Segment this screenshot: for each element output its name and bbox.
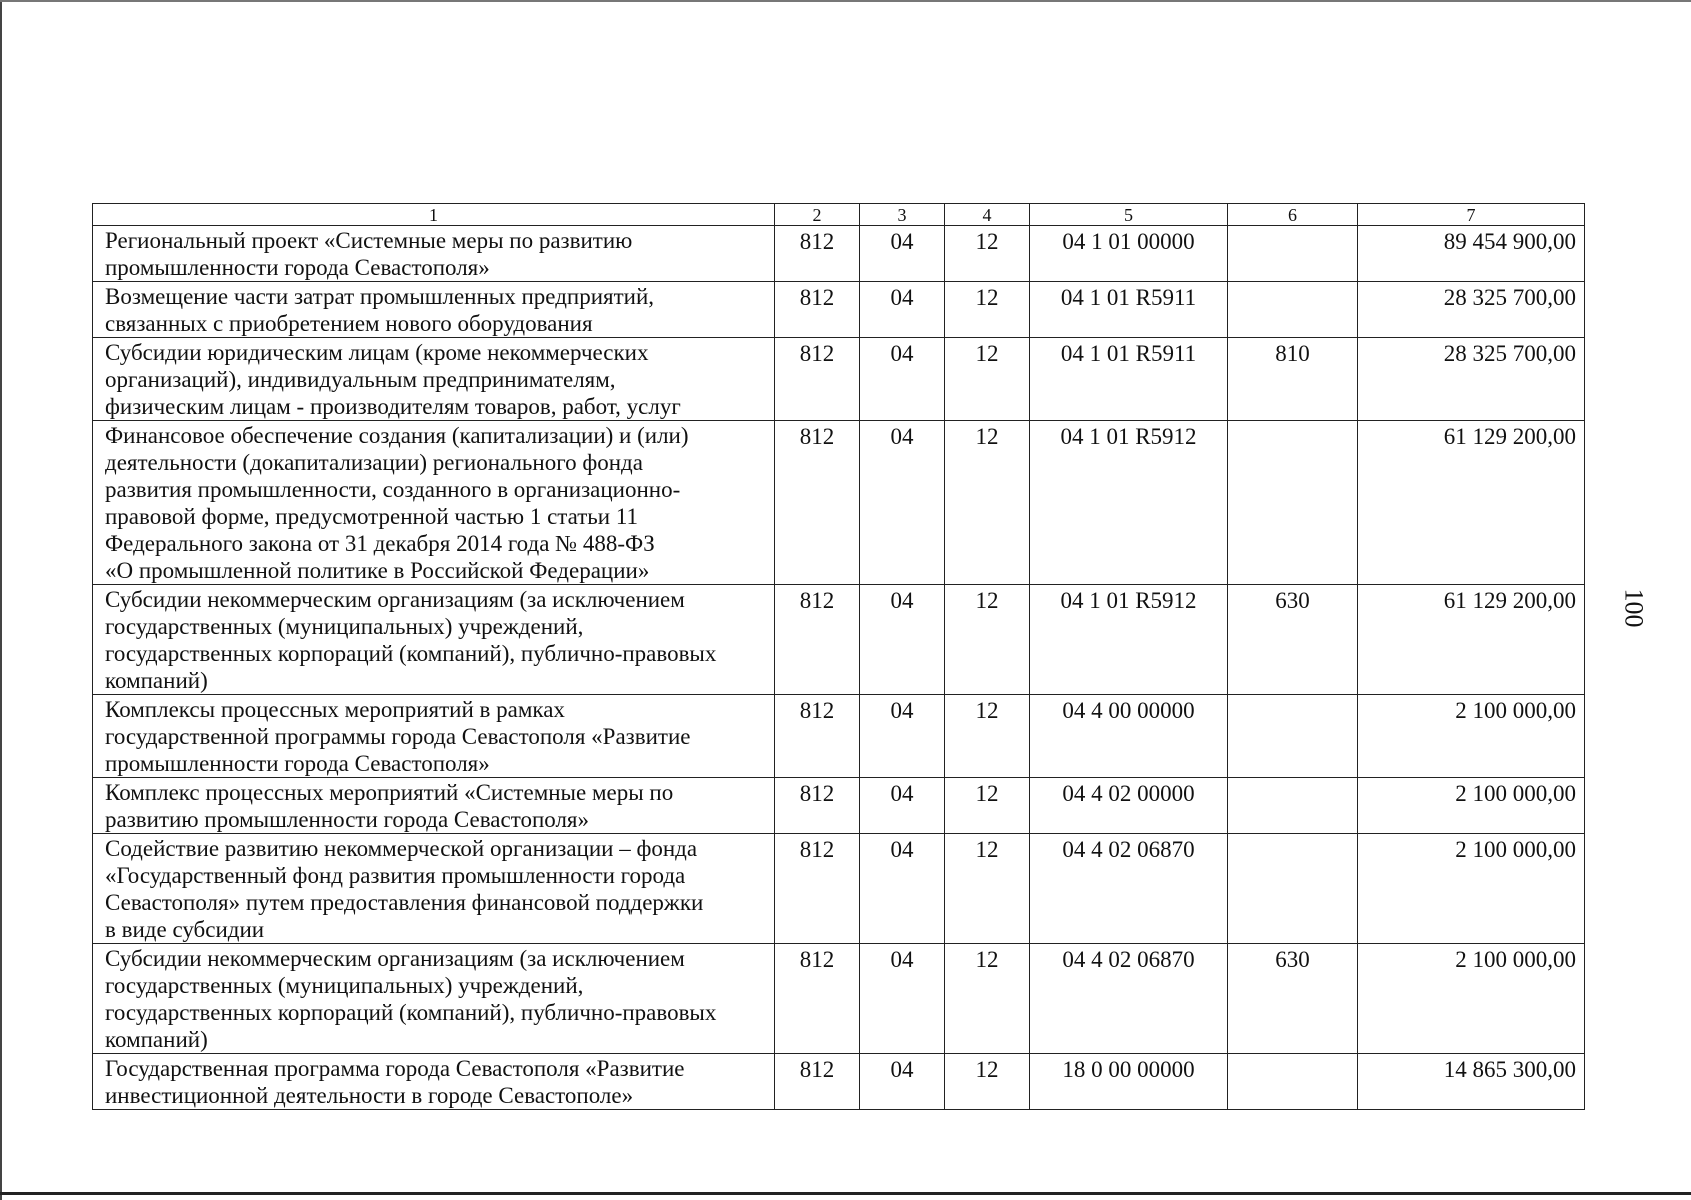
admin-code-cell: 812 bbox=[775, 944, 860, 1054]
row-name-line: Комплексы процессных мероприятий в рамках bbox=[105, 697, 565, 722]
expense-type-cell bbox=[1228, 778, 1358, 834]
row-name-line: Возмещение части затрат промышленных предприятий, bbox=[105, 284, 655, 309]
section-code-cell: 04 bbox=[860, 695, 945, 778]
row-name-cell bbox=[93, 944, 775, 1054]
admin-code-cell: 812 bbox=[775, 585, 860, 695]
section-code-cell: 04 bbox=[860, 834, 945, 944]
column-header: 3 bbox=[860, 204, 945, 226]
row-name-line: связанных с приобретением нового оборудования bbox=[105, 311, 593, 336]
target-article-cell: 04 1 01 R5911 bbox=[1030, 338, 1228, 421]
scan-edge-top bbox=[0, 0, 1691, 2]
section-code-cell: 04 bbox=[860, 338, 945, 421]
subsection-code-cell: 12 bbox=[945, 1054, 1030, 1110]
subsection-code-cell: 12 bbox=[945, 778, 1030, 834]
row-name-line: правовой форме, предусмотренной частью 1 статьи 11 bbox=[105, 504, 638, 529]
target-article-cell: 04 4 02 06870 bbox=[1030, 834, 1228, 944]
column-header: 6 bbox=[1228, 204, 1358, 226]
row-name-line: Субсидии юридическим лицам (кроме некоммерческих bbox=[105, 340, 649, 365]
row-name-line: Государственная программа города Севастополя «Развитие bbox=[105, 1056, 685, 1081]
row-name-line: государственных (муниципальных) учреждений, bbox=[105, 614, 584, 639]
subsection-code-cell: 12 bbox=[945, 421, 1030, 585]
row-name-line: Севастополя» путем предоставления финансовой поддержки bbox=[105, 890, 704, 915]
row-name-line: развития промышленности, созданного в организационно- bbox=[105, 477, 681, 502]
subsection-code-cell: 12 bbox=[945, 585, 1030, 695]
target-article-cell: 04 4 02 00000 bbox=[1030, 778, 1228, 834]
row-name-line: промышленности города Севастополя» bbox=[105, 255, 490, 280]
row-name-line: Субсидии некоммерческим организациям (за исключением bbox=[105, 946, 685, 971]
subsection-code-cell: 12 bbox=[945, 944, 1030, 1054]
row-name-line: компаний) bbox=[105, 668, 208, 693]
table-row bbox=[93, 338, 1585, 421]
amount-cell: 28 325 700,00 bbox=[1358, 338, 1585, 421]
table-row bbox=[93, 834, 1585, 944]
row-name-cell bbox=[93, 834, 775, 944]
page-number: 100 bbox=[1619, 588, 1649, 628]
row-name-cell bbox=[93, 338, 775, 421]
table-row bbox=[93, 695, 1585, 778]
section-code-cell: 04 bbox=[860, 226, 945, 282]
expense-type-cell bbox=[1228, 282, 1358, 338]
row-name-line: государственных (муниципальных) учреждений, bbox=[105, 973, 584, 998]
scan-edge-left bbox=[0, 0, 2, 1200]
row-name-cell bbox=[93, 778, 775, 834]
amount-cell: 2 100 000,00 bbox=[1358, 695, 1585, 778]
section-code-cell: 04 bbox=[860, 282, 945, 338]
admin-code-cell: 812 bbox=[775, 1054, 860, 1110]
subsection-code-cell: 12 bbox=[945, 226, 1030, 282]
admin-code-cell: 812 bbox=[775, 778, 860, 834]
target-article-cell: 04 4 02 06870 bbox=[1030, 944, 1228, 1054]
target-article-cell: 04 1 01 R5911 bbox=[1030, 282, 1228, 338]
expense-type-cell bbox=[1228, 226, 1358, 282]
row-name-cell bbox=[93, 226, 775, 282]
expense-type-cell: 630 bbox=[1228, 944, 1358, 1054]
expense-type-cell bbox=[1228, 1054, 1358, 1110]
row-name-line: физическим лицам - производителям товаров, работ, услуг bbox=[105, 394, 681, 419]
row-name-line: инвестиционной деятельности в городе Севастополе» bbox=[105, 1083, 634, 1108]
amount-cell: 28 325 700,00 bbox=[1358, 282, 1585, 338]
amount-cell: 2 100 000,00 bbox=[1358, 778, 1585, 834]
expense-type-cell bbox=[1228, 695, 1358, 778]
table-row bbox=[93, 778, 1585, 834]
table-row bbox=[93, 585, 1585, 695]
row-name-line: промышленности города Севастополя» bbox=[105, 751, 490, 776]
row-name-line: Содействие развитию некоммерческой организации – фонда bbox=[105, 836, 698, 861]
expense-type-cell bbox=[1228, 834, 1358, 944]
target-article-cell: 04 1 01 00000 bbox=[1030, 226, 1228, 282]
amount-cell: 2 100 000,00 bbox=[1358, 834, 1585, 944]
row-name-line: Финансовое обеспечение создания (капитализации) и (или) bbox=[105, 423, 689, 448]
budget-table bbox=[92, 203, 1585, 1110]
table-row bbox=[93, 1054, 1585, 1110]
subsection-code-cell: 12 bbox=[945, 695, 1030, 778]
row-name-line: государственных корпораций (компаний), публично-правовых bbox=[105, 641, 717, 666]
row-name-line: компаний) bbox=[105, 1027, 208, 1052]
row-name-cell bbox=[93, 421, 775, 585]
amount-cell: 61 129 200,00 bbox=[1358, 421, 1585, 585]
subsection-code-cell: 12 bbox=[945, 282, 1030, 338]
admin-code-cell: 812 bbox=[775, 421, 860, 585]
amount-cell: 89 454 900,00 bbox=[1358, 226, 1585, 282]
row-name-line: организаций), индивидуальным предпринимателям, bbox=[105, 367, 616, 392]
expense-type-cell: 810 bbox=[1228, 338, 1358, 421]
row-name-cell bbox=[93, 282, 775, 338]
row-name-cell bbox=[93, 695, 775, 778]
table-row bbox=[93, 282, 1585, 338]
target-article-cell: 18 0 00 00000 bbox=[1030, 1054, 1228, 1110]
subsection-code-cell: 12 bbox=[945, 338, 1030, 421]
amount-cell: 2 100 000,00 bbox=[1358, 944, 1585, 1054]
column-header: 5 bbox=[1030, 204, 1228, 226]
row-name-line: деятельности (докапитализации) регионального фонда bbox=[105, 450, 643, 475]
admin-code-cell: 812 bbox=[775, 338, 860, 421]
column-header: 2 bbox=[775, 204, 860, 226]
section-code-cell: 04 bbox=[860, 585, 945, 695]
row-name-cell bbox=[93, 1054, 775, 1110]
amount-cell: 14 865 300,00 bbox=[1358, 1054, 1585, 1110]
row-name-line: в виде субсидии bbox=[105, 917, 265, 942]
column-header: 1 bbox=[93, 204, 775, 226]
row-name-line: государственной программы города Севастополя «Развитие bbox=[105, 724, 691, 749]
row-name-line: Субсидии некоммерческим организациям (за исключением bbox=[105, 587, 685, 612]
row-name-line: «Государственный фонд развития промышленности города bbox=[105, 863, 686, 888]
column-header: 7 bbox=[1358, 204, 1585, 226]
admin-code-cell: 812 bbox=[775, 226, 860, 282]
table-row bbox=[93, 226, 1585, 282]
subsection-code-cell: 12 bbox=[945, 834, 1030, 944]
admin-code-cell: 812 bbox=[775, 695, 860, 778]
amount-cell: 61 129 200,00 bbox=[1358, 585, 1585, 695]
target-article-cell: 04 4 00 00000 bbox=[1030, 695, 1228, 778]
row-name-line: развитию промышленности города Севастополя» bbox=[105, 807, 590, 832]
row-name-line: «О промышленной политике в Российской Федерации» bbox=[105, 558, 650, 583]
expense-type-cell: 630 bbox=[1228, 585, 1358, 695]
section-code-cell: 04 bbox=[860, 944, 945, 1054]
row-name-line: Региональный проект «Системные меры по развитию bbox=[105, 228, 633, 253]
section-code-cell: 04 bbox=[860, 421, 945, 585]
section-code-cell: 04 bbox=[860, 1054, 945, 1110]
row-name-cell bbox=[93, 585, 775, 695]
row-name-line: Федерального закона от 31 декабря 2014 года № 488-ФЗ bbox=[105, 531, 655, 556]
row-name-line: Комплекс процессных мероприятий «Системные меры по bbox=[105, 780, 674, 805]
row-name-line: государственных корпораций (компаний), публично-правовых bbox=[105, 1000, 717, 1025]
target-article-cell: 04 1 01 R5912 bbox=[1030, 421, 1228, 585]
column-header: 4 bbox=[945, 204, 1030, 226]
scan-edge-bottom bbox=[0, 1192, 1691, 1195]
table-row bbox=[93, 421, 1585, 585]
table-row bbox=[93, 944, 1585, 1054]
section-code-cell: 04 bbox=[860, 778, 945, 834]
target-article-cell: 04 1 01 R5912 bbox=[1030, 585, 1228, 695]
table-body bbox=[93, 204, 1585, 1110]
expense-type-cell bbox=[1228, 421, 1358, 585]
admin-code-cell: 812 bbox=[775, 282, 860, 338]
admin-code-cell: 812 bbox=[775, 834, 860, 944]
table-header-row bbox=[93, 204, 1585, 226]
